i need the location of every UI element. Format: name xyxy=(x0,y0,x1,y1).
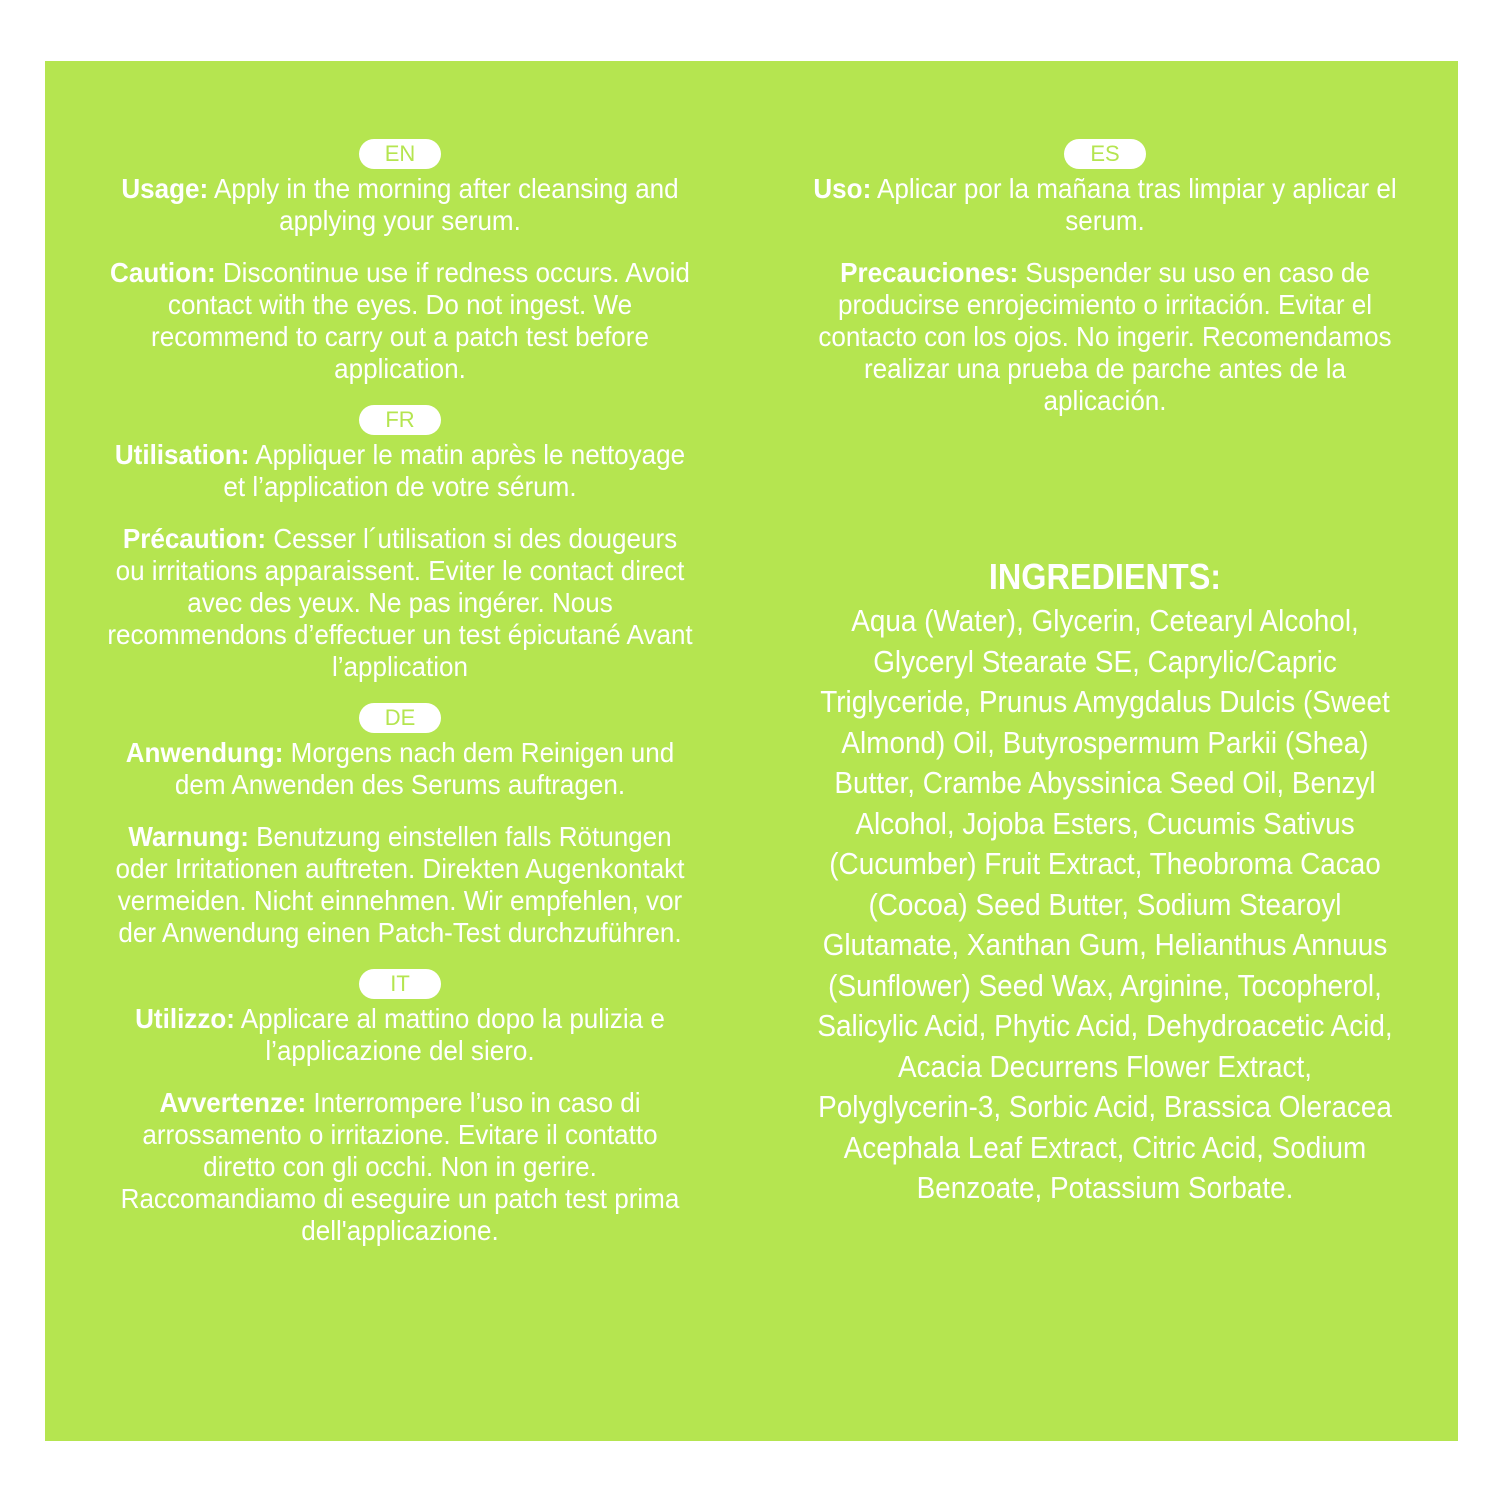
usage-it xyxy=(107,1003,693,1067)
right-column xyxy=(785,139,1425,1209)
caution-text-en: Discontinue use if redness occurs. Avoid contact with the eyes. Do not ingest. We recommend to carry out a patch test before application. xyxy=(151,257,690,384)
section-es xyxy=(785,139,1425,417)
section-en xyxy=(85,139,715,385)
usage-label-fr: Utilisation: xyxy=(114,439,250,470)
caution-it xyxy=(107,1087,693,1247)
usage-text-en: Apply in the morning after cleansing and applying your serum. xyxy=(208,173,679,236)
caution-es xyxy=(807,257,1402,417)
section-de xyxy=(85,703,715,949)
lang-badge-en: EN xyxy=(359,139,441,169)
caution-label-fr: Précaution: xyxy=(122,523,267,554)
caution-label-en: Caution: xyxy=(110,257,216,288)
caution-text-it: Interrompere l’uso in caso di arrossamento o irritazione. Evitare il contatto diretto con gli occhi. Non in gerire. Raccomandiamo di eseguire un patch test prima dell'applicazione. xyxy=(120,1087,680,1246)
usage-label-en: Usage: xyxy=(121,173,209,204)
ingredients-title: INGREDIENTS: xyxy=(988,556,1222,597)
ingredients-list: Aqua (Water), Glycerin, Cetearyl Alcohol, Glyceryl Stearate SE, Caprylic/Capric Triglyceride, Prunus Amygdalus Dulcis (Sweet Almond) Oil, Butyrospermum Parkii (Shea) Butter, Crambe Abyssinica Seed Oil, Benzyl Alcohol, Jojoba Esters, Cucumis Sativus (Cucumber) Fruit Extract, Theobroma Cacao (Cocoa) Seed Butter, Sodium Stearoyl Glutamate, Xanthan Gum, Helianthus Annuus (Sunflower) Seed Wax, Arginine, Tocopherol, Salicylic Acid, Phytic Acid, Dehydroacetic Acid, Acacia Decurrens Flower Extract, Polyglycerin-3, Sorbic Acid, Brassica Oleracea Acephala Leaf Extract, Citric Acid, Sodium Benzoate, Potassium Sorbate. xyxy=(817,603,1393,1205)
caution-text-fr: Cesser l´utilisation si des dougeurs ou irritations apparaissent. Eviter le contact direct avec des yeux. Ne pas ingérer. Nous recommendons d’effectuer un test épicutané Avant l’application xyxy=(107,523,693,682)
usage-es xyxy=(807,173,1402,237)
ingredients-section xyxy=(785,557,1425,1209)
usage-fr xyxy=(107,439,693,503)
usage-en xyxy=(107,173,693,237)
usage-text-it: Applicare al mattino dopo la pulizia e l’applicazione del siero. xyxy=(234,1003,665,1066)
usage-text-de: Morgens nach dem Reinigen und dem Anwenden des Serums auftragen. xyxy=(174,737,675,800)
left-column xyxy=(85,139,715,1267)
lang-badge-de: DE xyxy=(359,703,441,733)
caution-text-de: Benutzung einstellen falls Rötungen oder Irritationen auftreten. Direkten Augenkontakt vermeiden. Nicht einnehmen. Wir empfehlen, vor der Anwendung einen Patch-Test durchzuführen. xyxy=(115,821,685,948)
usage-de xyxy=(107,737,693,801)
usage-text-es: Aplicar por la mañana tras limpiar y aplicar el serum. xyxy=(871,173,1397,236)
caution-label-it: Avvertenze: xyxy=(159,1087,307,1118)
lang-badge-fr: FR xyxy=(359,405,441,435)
caution-fr xyxy=(107,523,693,683)
caution-de xyxy=(107,821,693,949)
section-fr xyxy=(85,405,715,683)
label-panel xyxy=(45,61,1458,1441)
usage-label-it: Utilizzo: xyxy=(135,1003,235,1034)
caution-en xyxy=(107,257,693,385)
lang-badge-it: IT xyxy=(359,969,441,999)
caution-text-es: Suspender su uso en caso de producirse enrojecimiento o irritación. Evitar el contacto con los ojos. No ingerir. Recomendamos realizar una prueba de parche antes de la aplicación. xyxy=(818,257,1392,416)
caution-label-es: Precauciones: xyxy=(840,257,1019,288)
caution-label-de: Warnung: xyxy=(128,821,249,852)
usage-label-de: Anwendung: xyxy=(125,737,284,768)
usage-text-fr: Appliquer le matin après le nettoyage et l’application de votre sérum. xyxy=(223,439,686,502)
usage-label-es: Uso: xyxy=(813,173,872,204)
section-it xyxy=(85,969,715,1247)
lang-badge-es: ES xyxy=(1064,139,1146,169)
